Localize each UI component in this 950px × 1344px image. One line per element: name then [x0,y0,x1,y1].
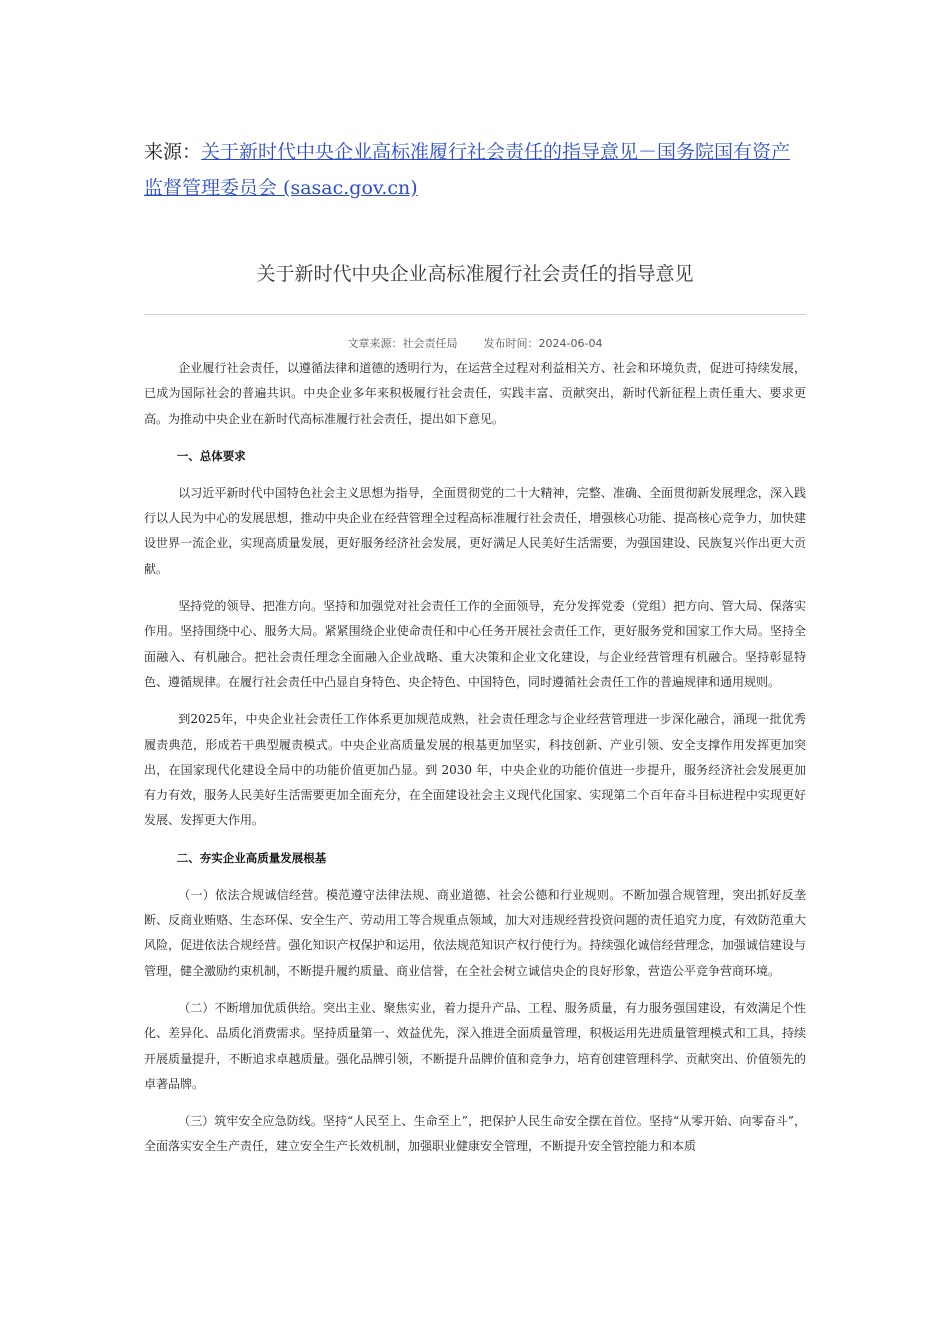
paragraph: 坚持党的领导、把准方向。坚持和加强党对社会责任工作的全面领导，充分发挥党委（党组）把方向、管大局、保落实作用。坚持围绕中心、服务大局。紧紧围绕企业使命责任和中心任务开展社会责任工作，更好服务党和国家工作大局。坚持全面融入、有机融合。把社会责任理念全面融入企业战略、重大决策和企业文化建设，与企业经营管理有机融合。坚持彰显特色、遵循规律。在履行社会责任中凸显自身特色、央企特色、中国特色，同时遵循社会责任工作的普遍规律和通用规则。 [144,599,806,689]
source-label: 来源： [144,141,202,163]
title-divider [144,314,806,315]
source-line [144,134,806,206]
source-link[interactable]: 关于新时代中央企业高标准履行社会责任的指导意见－国务院国有资产监督管理委员会 (sasac.gov.cn) [144,141,791,199]
section-heading-2: 二、夯实企业高质量发展根基 [176,850,327,865]
article-title: 关于新时代中央企业高标准履行社会责任的指导意见 [256,263,694,285]
meta-date: 发布时间：2024-06-04 [483,337,603,350]
paragraph: 到2025年，中央企业社会责任工作体系更加规范成熟，社会责任理念与企业经营管理进一步深化融合，涌现一批优秀履责典范，形成若干典型履责模式。中央企业高质量发展的根基更加坚实，科技创新、产业引领、安全支撑作用发挥更加突出，在国家现代化建设全局中的功能价值更加凸显。到 2030 年，中央企业的功能价值进一步提升，服务经济社会发展更加有力有效，服务人民美好生活需要更加全面充分，在全面建设社会主义现代化国家、实现第二个百年奋斗目标进程中实现更好发展、发挥更大作用。 [144,712,806,828]
paragraph: 以习近平新时代中国特色社会主义思想为指导，全面贯彻党的二十大精神，完整、准确、全面贯彻新发展理念，深入践行以人民为中心的发展思想，推动中央企业在经营管理全过程高标准履行社会责任，增强核心功能、提高核心竞争力，加快建设世界一流企业，实现高质量发展，更好服务经济社会发展，更好满足人民美好生活需要，为强国建设、民族复兴作出更大贡献。 [144,485,806,576]
article-meta [144,336,806,352]
section-heading-1: 一、总体要求 [176,448,246,463]
paragraph-intro: 企业履行社会责任，以遵循法律和道德的透明行为，在运营全过程对利益相关方、社会和环境负责，促进可持续发展，已成为国际社会的普遍共识。中央企业多年来积极履行社会责任，实践丰富、贡献突出，新时代新征程上责任重大、要求更高。为推动中央企业在新时代高标准履行社会责任，提出如下意见。 [144,361,806,426]
article-body [144,356,806,1172]
meta-source: 文章来源：社会责任局 [347,337,458,350]
paragraph: （三）筑牢安全应急防线。坚持“人民至上、生命至上”，把保护人民生命安全摆在首位。坚持“从零开始、向零奋斗”，全面落实安全生产责任，建立安全生产长效机制，加强职业健康安全管理，不断提升安全管控能力和本质 [144,1114,806,1154]
paragraph: （一）依法合规诚信经营。模范遵守法律法规、商业道德、社会公德和行业规则。不断加强合规管理，突出抓好反垄断、反商业贿赂、生态环保、安全生产、劳动用工等合规重点领域，加大对违规经营投资问题的责任追究力度，有效防范重大风险，促进依法合规经营。强化知识产权保护和运用，依法规范知识产权行使行为。持续强化诚信经营理念，加强诚信建设与管理，健全激励约束机制，不断提升履约质量、商业信誉，在全社会树立诚信央企的良好形象，营造公平竞争营商环境。 [144,887,806,978]
paragraph: （二）不断增加优质供给。突出主业、聚焦实业，着力提升产品、工程、服务质量，有力服务强国建设，有效满足个性化、差异化、品质化消费需求。坚持质量第一、效益优先，深入推进全面质量管理，积极运用先进质量管理模式和工具，持续开展质量提升，不断追求卓越质量。强化品牌引领，不断提升品牌价值和竞争力，培育创建管理科学、贡献突出、价值领先的卓著品牌。 [144,1000,806,1091]
